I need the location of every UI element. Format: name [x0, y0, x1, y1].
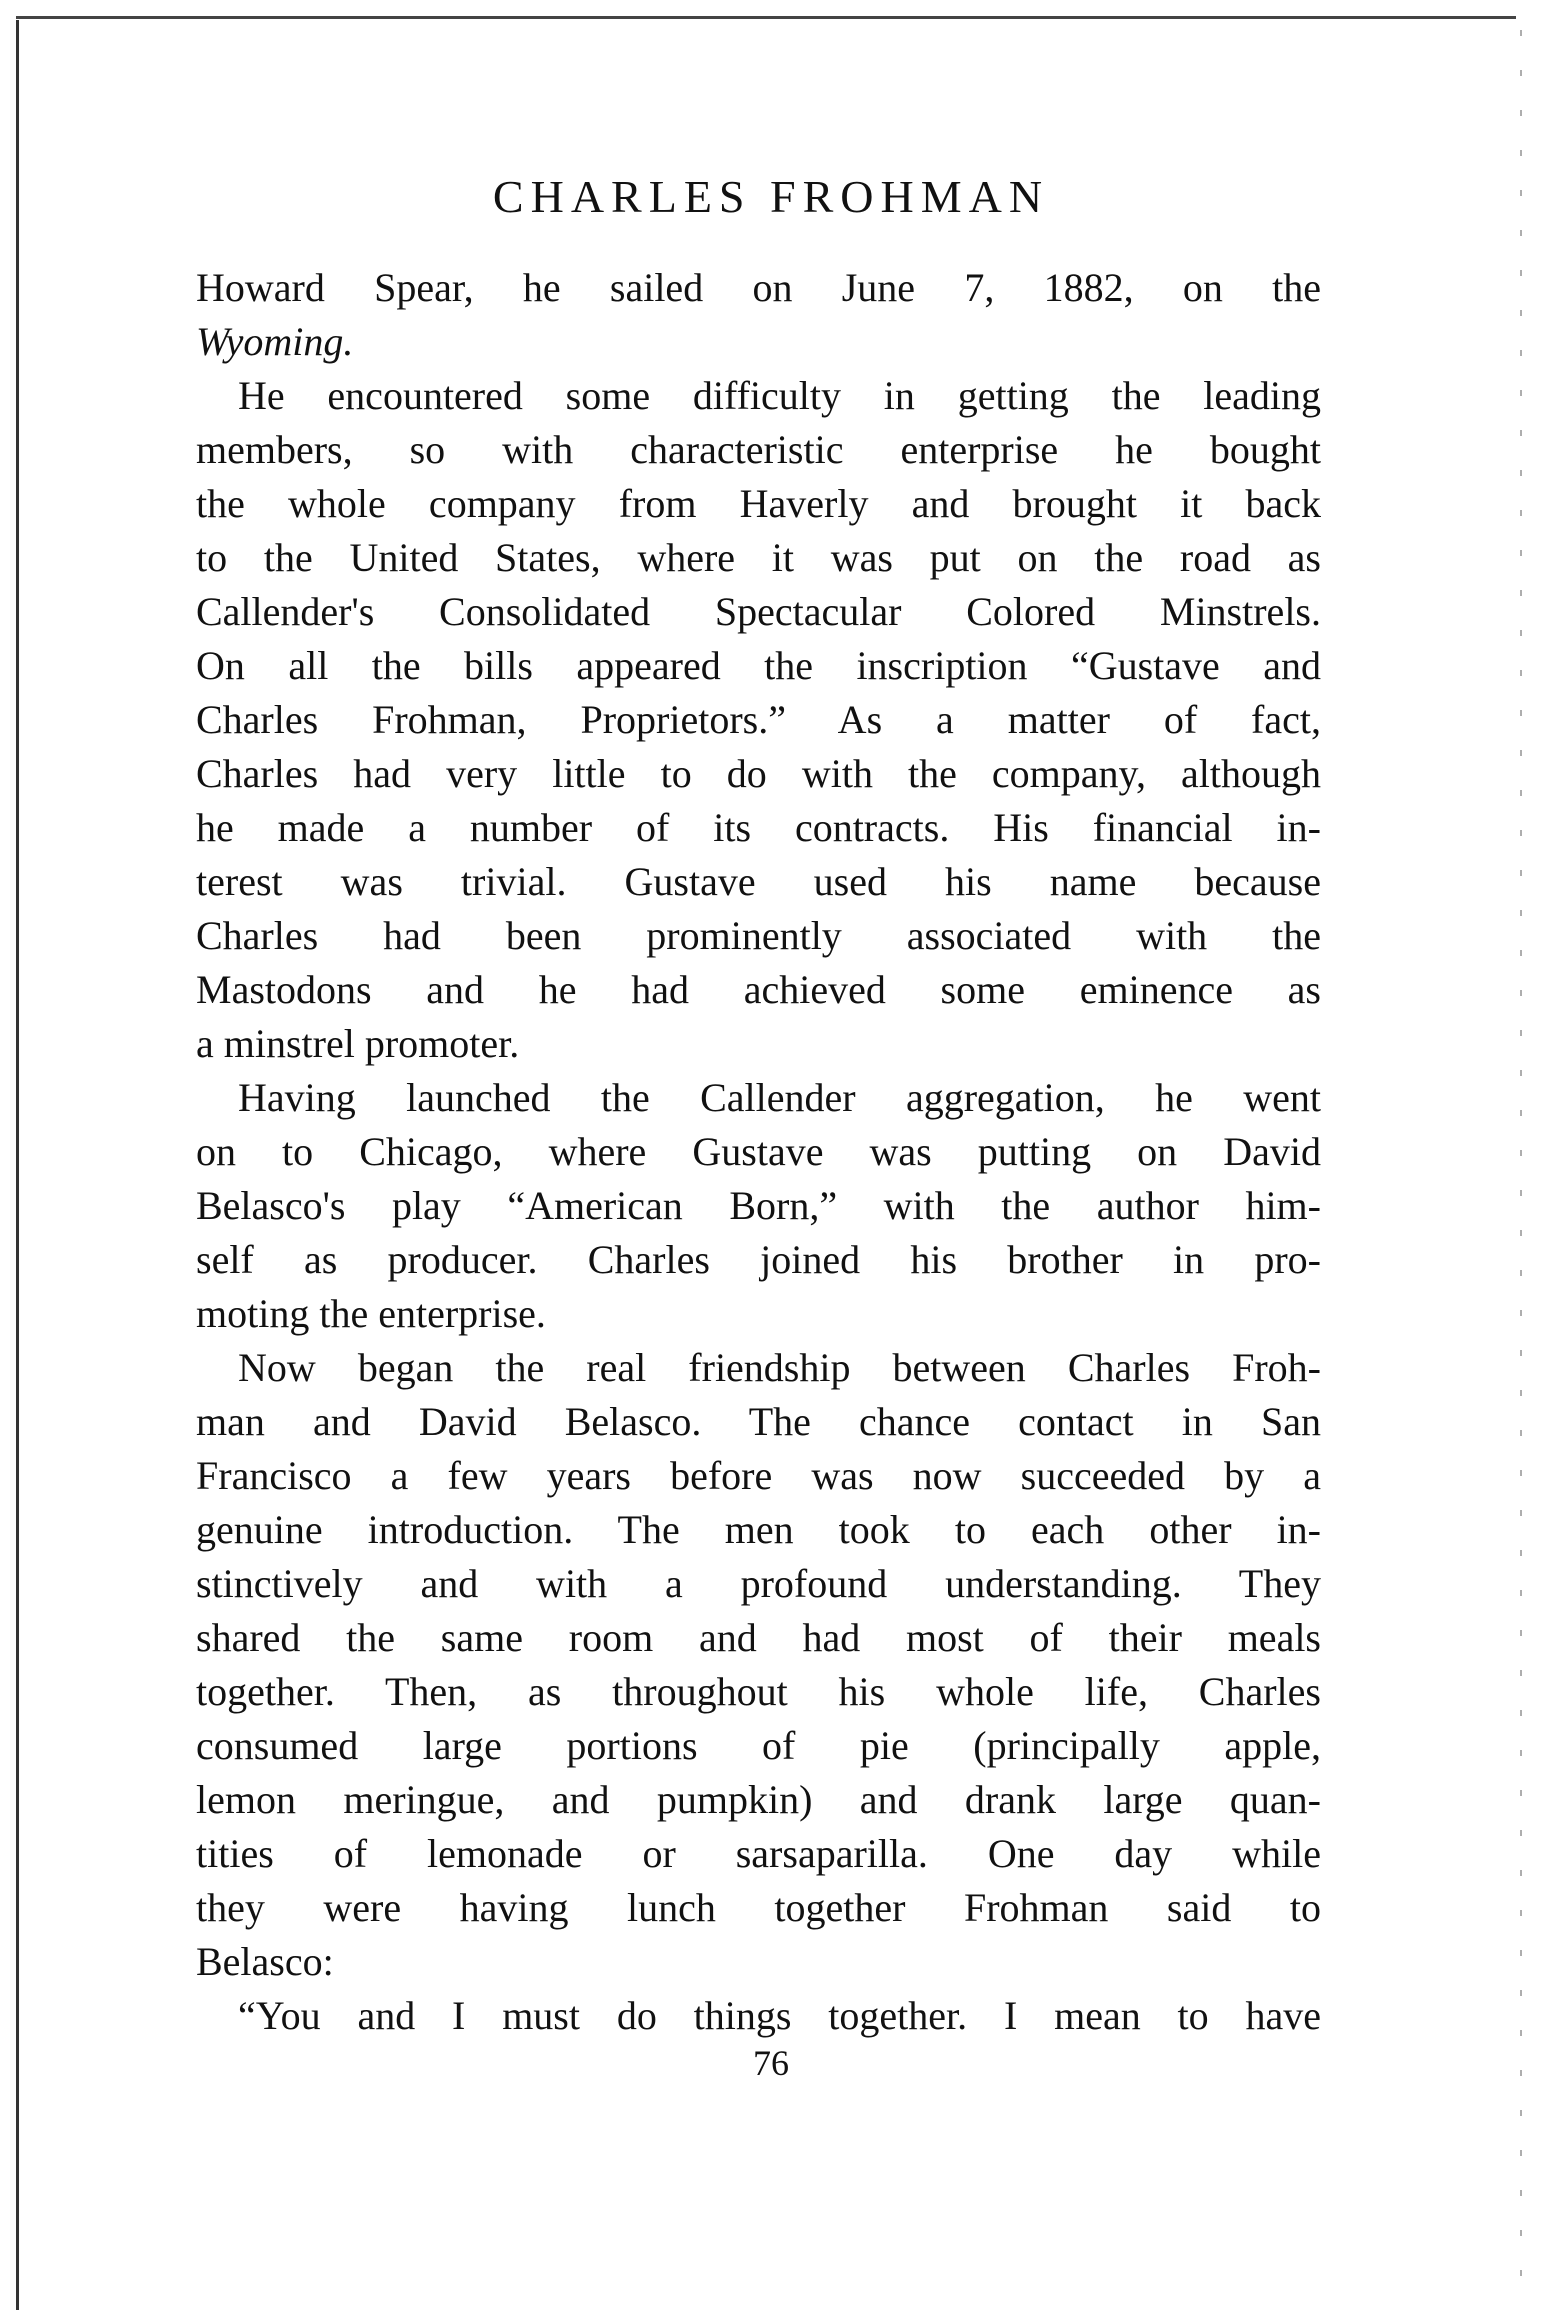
- text-line: lemon meringue, and pumpkin) and drank large quan-: [196, 1777, 1321, 1822]
- text-line: “You and I must do things together. I mean to have: [238, 1993, 1321, 2038]
- text-line: together. Then, as throughout his whole life, Charles: [196, 1669, 1321, 1714]
- text-line: Belasco:: [196, 1939, 334, 1984]
- text-line: consumed large portions of pie (principally apple,: [196, 1723, 1321, 1768]
- text-line: self as producer. Charles joined his brother in pro-: [196, 1237, 1321, 1282]
- text-line: Charles had been prominently associated with the: [196, 913, 1321, 958]
- text-line: Having launched the Callender aggregation, he went: [238, 1075, 1321, 1120]
- text-line: members, so with characteristic enterprise he bought: [196, 427, 1321, 472]
- text-line: on to Chicago, where Gustave was putting on David: [196, 1129, 1321, 1174]
- text-line: Now began the real friendship between Charles Froh-: [238, 1345, 1321, 1390]
- text-line: On all the bills appeared the inscription “Gustave and: [196, 643, 1321, 688]
- text-line: tities of lemonade or sarsaparilla. One day while: [196, 1831, 1321, 1876]
- text-line: genuine introduction. The men took to each other in-: [196, 1507, 1321, 1552]
- text-line: the whole company from Haverly and brought it back: [196, 481, 1321, 526]
- text-line: Mastodons and he had achieved some eminence as: [196, 967, 1321, 1012]
- text-line: he made a number of its contracts. His financial in-: [196, 805, 1321, 850]
- text-line: shared the same room and had most of their meals: [196, 1615, 1321, 1660]
- text-line: to the United States, where it was put on the road as: [196, 535, 1321, 580]
- text-line: moting the enterprise.: [196, 1291, 546, 1336]
- page-number: 76: [753, 2043, 789, 2083]
- text-line: stinctively and with a profound understanding. They: [196, 1561, 1321, 1606]
- text-line: Francisco a few years before was now succeeded by a: [196, 1453, 1321, 1498]
- text-line: Belasco's play “American Born,” with the author him-: [196, 1183, 1321, 1228]
- text-line: Callender's Consolidated Spectacular Colored Minstrels.: [196, 589, 1321, 634]
- text-line: He encountered some difficulty in getting the leading: [238, 373, 1321, 418]
- text-line: Charles had very little to do with the company, although: [196, 751, 1321, 796]
- text-line: Howard Spear, he sailed on June 7, 1882, on the: [196, 265, 1321, 310]
- text-line: Charles Frohman, Proprietors.” As a matter of fact,: [196, 697, 1321, 742]
- text-line: man and David Belasco. The chance contact in San: [196, 1399, 1321, 1444]
- text-line: they were having lunch together Frohman said to: [196, 1885, 1321, 1930]
- text-line: a minstrel promoter.: [196, 1021, 520, 1066]
- page-edge-right: [1520, 30, 1522, 2300]
- page-edge-top: [16, 16, 1516, 19]
- running-title: CHARLES FROHMAN: [492, 171, 1050, 222]
- text-line: terest was trivial. Gustave used his name because: [196, 859, 1321, 904]
- page-edge-left: [16, 20, 19, 2310]
- text-line: Wyoming.: [196, 319, 354, 364]
